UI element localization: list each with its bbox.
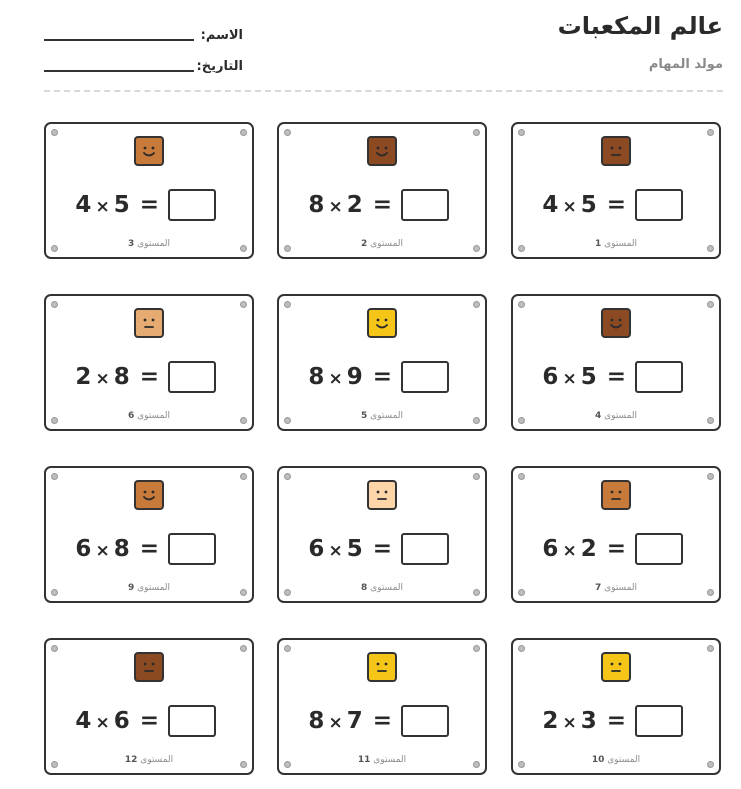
face-expression-icon: [136, 482, 162, 508]
level-label: [46, 411, 252, 421]
face-expression-icon: [603, 482, 629, 508]
face-expression-icon: [136, 310, 162, 336]
level-number: 9: [127, 583, 135, 593]
cube-face-icon: [601, 308, 631, 338]
cube-face-icon: [601, 136, 631, 166]
answer-input[interactable]: [401, 705, 449, 737]
equation: [75, 360, 216, 394]
screw-icon: [51, 301, 58, 308]
screw-icon: [518, 301, 525, 308]
level-text: المستوى: [137, 239, 171, 249]
worksheet-header: [0, 0, 741, 95]
level-number: 1: [594, 239, 602, 249]
operand-b: 5: [580, 364, 598, 390]
operand-b: 5: [346, 536, 364, 562]
screw-icon: [473, 129, 480, 136]
operand-b: 9: [346, 364, 364, 390]
operand-a: 4: [542, 192, 560, 218]
name-label: الاسم:: [200, 28, 243, 43]
face-expression-icon: [603, 138, 629, 164]
level-text: المستوى: [607, 755, 641, 765]
equation-expression: [542, 708, 627, 734]
equation-expression: [75, 364, 160, 390]
operand-a: 6: [308, 536, 326, 562]
screw-icon: [707, 473, 714, 480]
screw-icon: [707, 129, 714, 136]
equation-expression: [308, 708, 393, 734]
level-label: [46, 239, 252, 249]
operator: ×: [562, 541, 578, 561]
operator: ×: [95, 713, 111, 733]
equation-expression: [308, 364, 393, 390]
screw-icon: [51, 129, 58, 136]
operand-b: 5: [580, 192, 598, 218]
problem-card: [44, 122, 254, 259]
equation: [308, 188, 449, 222]
screw-icon: [518, 645, 525, 652]
answer-input[interactable]: [401, 189, 449, 221]
answer-input[interactable]: [168, 189, 216, 221]
equation: [75, 188, 216, 222]
equals-sign: =: [139, 364, 160, 390]
equals-sign: =: [606, 192, 627, 218]
operand-a: 8: [308, 192, 326, 218]
screw-icon: [518, 129, 525, 136]
level-label: [513, 583, 719, 593]
level-text: المستوى: [137, 411, 171, 421]
screw-icon: [240, 129, 247, 136]
problem-card: [511, 638, 721, 775]
level-text: المستوى: [604, 239, 638, 249]
screw-icon: [473, 473, 480, 480]
level-label: [513, 411, 719, 421]
answer-input[interactable]: [401, 361, 449, 393]
problem-card: [277, 638, 487, 775]
date-label: التاريخ:: [196, 59, 243, 74]
header-divider: [44, 90, 723, 92]
equals-sign: =: [372, 192, 393, 218]
equation-expression: [542, 364, 627, 390]
face-expression-icon: [136, 654, 162, 680]
screw-icon: [284, 645, 291, 652]
problem-card: [277, 466, 487, 603]
cube-face-icon: [367, 308, 397, 338]
operator: ×: [328, 369, 344, 389]
operand-b: 2: [580, 536, 598, 562]
cube-face-icon: [134, 136, 164, 166]
level-label: [279, 411, 485, 421]
cube-face-icon: [601, 652, 631, 682]
level-label: [46, 755, 252, 765]
operator: ×: [95, 541, 111, 561]
equals-sign: =: [606, 364, 627, 390]
operator: ×: [562, 713, 578, 733]
face-expression-icon: [369, 138, 395, 164]
problem-card: [511, 294, 721, 431]
cube-face-icon: [367, 480, 397, 510]
answer-input[interactable]: [168, 705, 216, 737]
face-expression-icon: [369, 310, 395, 336]
equation: [542, 704, 683, 738]
operator: ×: [95, 197, 111, 217]
operator: ×: [95, 369, 111, 389]
screw-icon: [240, 301, 247, 308]
level-text: المستوى: [604, 411, 638, 421]
face-expression-icon: [136, 138, 162, 164]
level-text: المستوى: [370, 411, 404, 421]
level-label: [46, 583, 252, 593]
screw-icon: [51, 645, 58, 652]
level-number: 10: [591, 755, 605, 765]
screw-icon: [240, 473, 247, 480]
operator: ×: [328, 197, 344, 217]
operand-a: 6: [542, 536, 560, 562]
equals-sign: =: [372, 708, 393, 734]
level-number: 7: [594, 583, 602, 593]
operator: ×: [328, 713, 344, 733]
screw-icon: [473, 645, 480, 652]
name-line[interactable]: [44, 39, 194, 41]
answer-input[interactable]: [401, 533, 449, 565]
screw-icon: [284, 473, 291, 480]
name-field[interactable]: [44, 23, 249, 43]
face-expression-icon: [603, 654, 629, 680]
equation: [75, 532, 216, 566]
face-expression-icon: [603, 310, 629, 336]
equation-expression: [308, 192, 393, 218]
equation: [308, 704, 449, 738]
answer-input[interactable]: [168, 361, 216, 393]
equals-sign: =: [139, 536, 160, 562]
level-label: [279, 239, 485, 249]
screw-icon: [284, 129, 291, 136]
level-text: المستوى: [370, 239, 404, 249]
operand-a: 2: [75, 364, 93, 390]
operand-b: 6: [113, 708, 131, 734]
equation-expression: [542, 192, 627, 218]
equation: [542, 188, 683, 222]
level-text: المستوى: [373, 755, 407, 765]
equation-expression: [542, 536, 627, 562]
screw-icon: [518, 473, 525, 480]
equals-sign: =: [139, 192, 160, 218]
problem-card: [511, 122, 721, 259]
operand-a: 4: [75, 192, 93, 218]
answer-input[interactable]: [635, 361, 683, 393]
level-number: 6: [127, 411, 135, 421]
problem-card: [44, 294, 254, 431]
level-label: [513, 239, 719, 249]
cube-face-icon: [367, 136, 397, 166]
equation-expression: [308, 536, 393, 562]
operand-a: 6: [542, 364, 560, 390]
operator: ×: [562, 369, 578, 389]
level-label: [513, 755, 719, 765]
equation: [308, 532, 449, 566]
equation: [75, 704, 216, 738]
cube-face-icon: [134, 652, 164, 682]
answer-input[interactable]: [635, 189, 683, 221]
equation-expression: [75, 192, 160, 218]
equation-expression: [75, 536, 160, 562]
screw-icon: [240, 645, 247, 652]
equation: [542, 532, 683, 566]
equals-sign: =: [139, 708, 160, 734]
page-subtitle: مولد المهام: [648, 57, 723, 72]
equation-expression: [75, 708, 160, 734]
level-number: 5: [360, 411, 368, 421]
operand-b: 8: [113, 364, 131, 390]
equation: [542, 360, 683, 394]
level-text: المستوى: [140, 755, 174, 765]
equals-sign: =: [606, 708, 627, 734]
equation: [308, 360, 449, 394]
date-line[interactable]: [44, 70, 194, 72]
cube-face-icon: [367, 652, 397, 682]
screw-icon: [51, 473, 58, 480]
face-expression-icon: [369, 482, 395, 508]
operand-b: 3: [580, 708, 598, 734]
answer-input[interactable]: [635, 533, 683, 565]
operand-a: 6: [75, 536, 93, 562]
operator: ×: [562, 197, 578, 217]
cube-face-icon: [134, 308, 164, 338]
level-text: المستوى: [137, 583, 171, 593]
operand-b: 8: [113, 536, 131, 562]
operand-a: 4: [75, 708, 93, 734]
level-text: المستوى: [604, 583, 638, 593]
level-number: 3: [127, 239, 135, 249]
cube-face-icon: [601, 480, 631, 510]
operand-a: 2: [542, 708, 560, 734]
screw-icon: [284, 301, 291, 308]
operand-a: 8: [308, 708, 326, 734]
face-expression-icon: [369, 654, 395, 680]
equals-sign: =: [372, 536, 393, 562]
problem-card: [277, 294, 487, 431]
operand-a: 8: [308, 364, 326, 390]
problem-card: [44, 466, 254, 603]
level-text: المستوى: [370, 583, 404, 593]
level-number: 2: [360, 239, 368, 249]
problem-card: [44, 638, 254, 775]
level-label: [279, 755, 485, 765]
operand-b: 2: [346, 192, 364, 218]
equals-sign: =: [372, 364, 393, 390]
screw-icon: [707, 301, 714, 308]
level-label: [279, 583, 485, 593]
operand-b: 7: [346, 708, 364, 734]
date-field[interactable]: [44, 54, 249, 74]
level-number: 12: [124, 755, 138, 765]
level-number: 8: [360, 583, 368, 593]
operator: ×: [328, 541, 344, 561]
level-number: 4: [594, 411, 602, 421]
cube-face-icon: [134, 480, 164, 510]
answer-input[interactable]: [168, 533, 216, 565]
operand-b: 5: [113, 192, 131, 218]
problem-card: [511, 466, 721, 603]
answer-input[interactable]: [635, 705, 683, 737]
equals-sign: =: [606, 536, 627, 562]
problem-card: [277, 122, 487, 259]
page-title: عالم المكعبات: [557, 12, 723, 40]
screw-icon: [473, 301, 480, 308]
screw-icon: [707, 645, 714, 652]
level-number: 11: [357, 755, 371, 765]
